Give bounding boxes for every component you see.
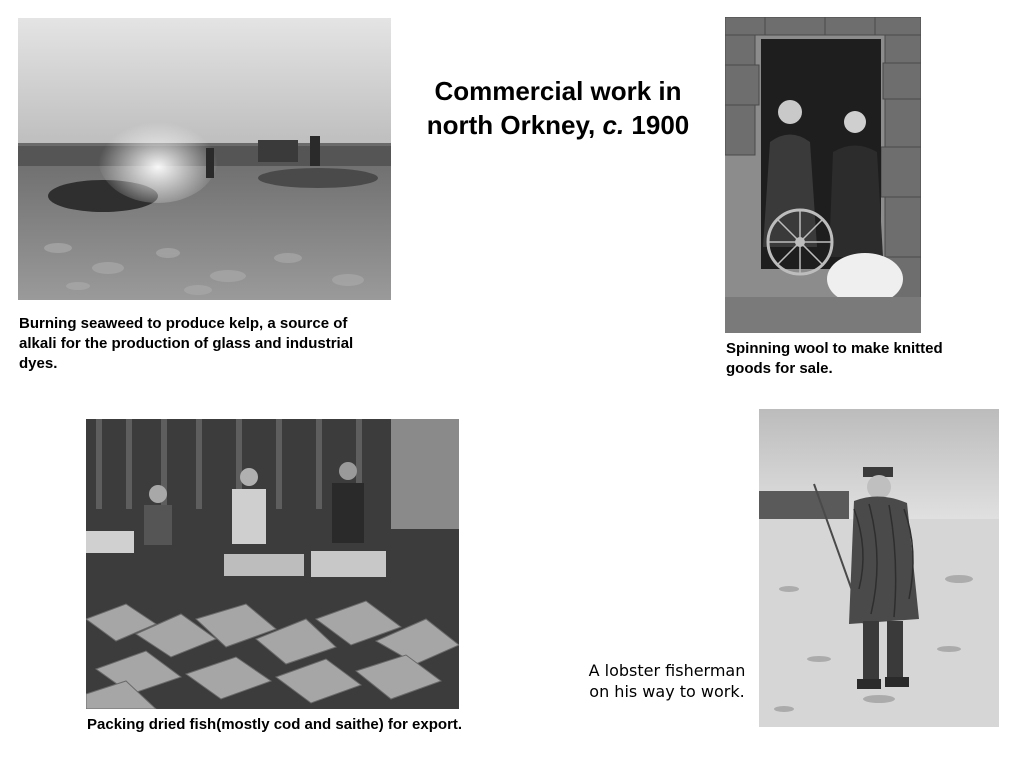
spinning-wool-image xyxy=(725,17,921,333)
lobster-fisherman-image xyxy=(759,409,999,727)
packing-fish-image xyxy=(86,419,459,709)
caption-lobster-line-1: A lobster fisherman xyxy=(588,661,746,680)
photo-spinning-wool xyxy=(725,17,921,333)
caption-burning-seaweed: Burning seaweed to produce kelp, a source of alkali for the production of glass and industrial dyes. xyxy=(19,315,354,372)
burning-seaweed-image xyxy=(18,18,391,300)
title-place: north Orkney, xyxy=(426,110,603,140)
photo-burning-seaweed xyxy=(18,18,391,300)
title-line-1: Commercial work in xyxy=(434,76,682,106)
title-circa: c. xyxy=(602,110,625,140)
photo-packing-fish xyxy=(86,419,459,709)
title-year: 1900 xyxy=(624,110,690,140)
caption-lobster-fisherman xyxy=(578,660,756,702)
caption-lobster-line-2: on his way to work. xyxy=(589,682,745,701)
caption-packing-fish: Packing dried fish(mostly cod and saithe) for export. xyxy=(87,716,463,733)
slide-title xyxy=(398,74,718,142)
title-line-2 xyxy=(398,108,718,142)
caption-spinning-wool: Spinning wool to make knitted goods for sale. xyxy=(726,340,943,377)
photo-lobster-fisherman xyxy=(759,409,999,727)
